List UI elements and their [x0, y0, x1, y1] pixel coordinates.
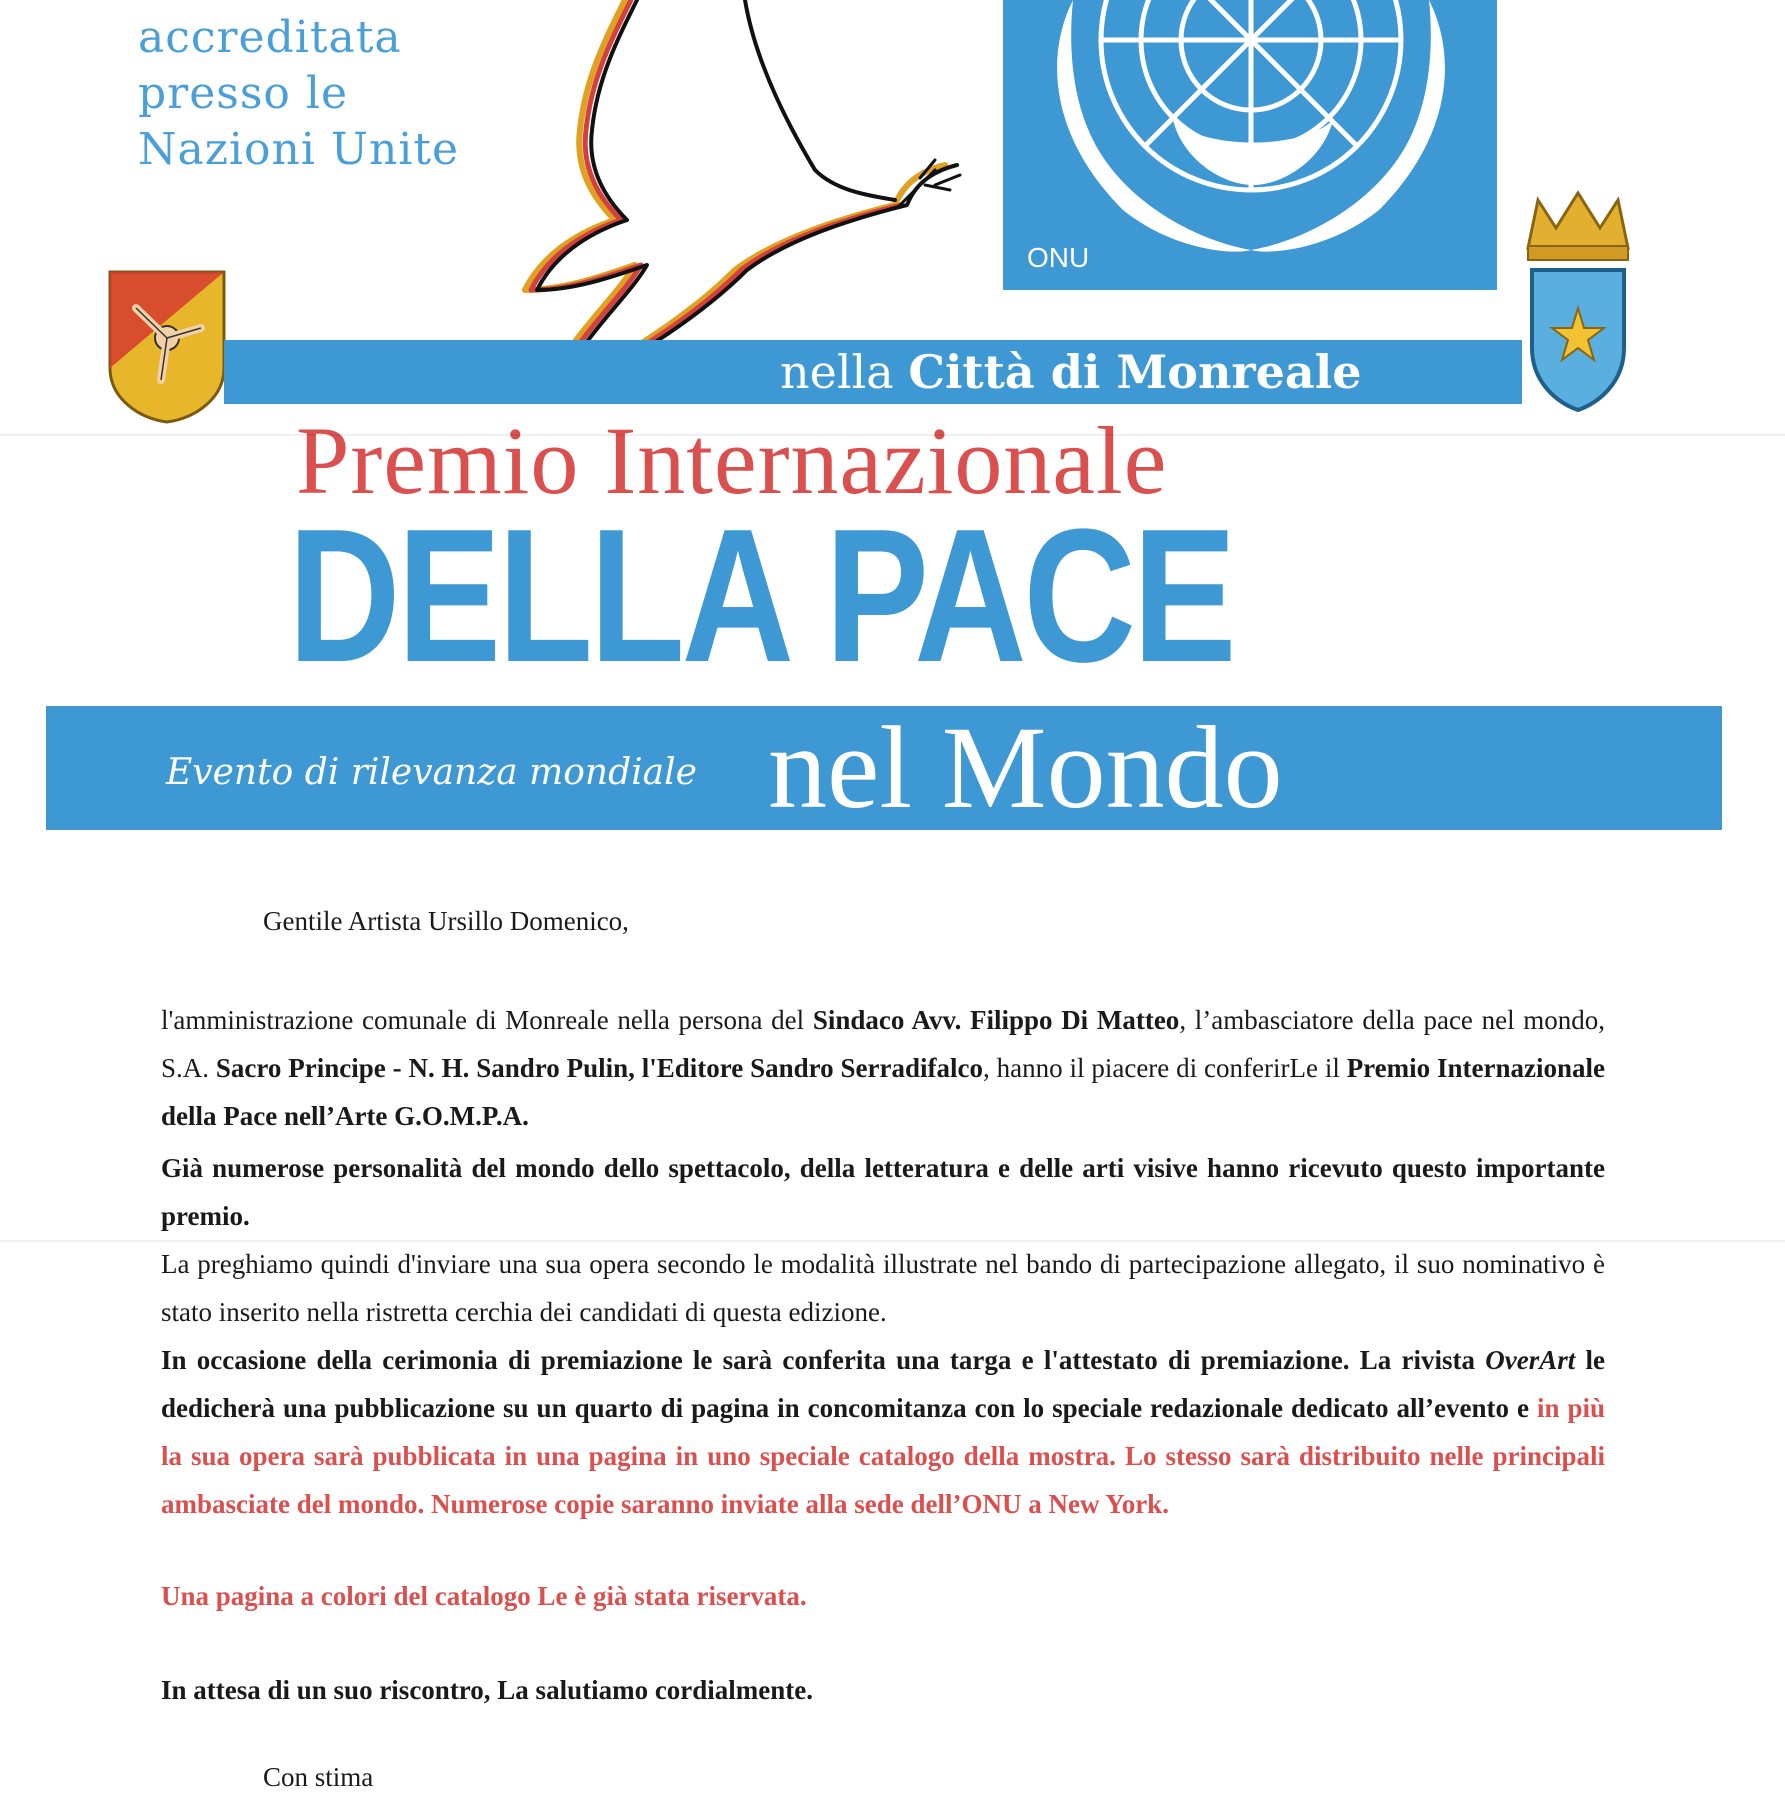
letter-paragraph-5: Una pagina a colori del catalogo Le è già stata riservata.: [161, 1581, 807, 1611]
accreditation-line-1: accreditata: [138, 12, 402, 63]
city-heading: [780, 340, 1361, 404]
p1-mayor: Sindaco Avv. Filippo Di Matteo: [812, 1005, 1180, 1035]
letter-closing: In attesa di un suo riscontro, La salutiamo cordialmente.: [161, 1675, 814, 1705]
city-name: Città di Monreale: [908, 345, 1362, 399]
p1-text-e: , hanno il piacere di conferirLe il: [983, 1053, 1347, 1083]
letter-paragraph-3: La preghiamo quindi d'inviare una sua opera secondo le modalità illustrate nel bando di partecipazione allegato, il suo nominativo è stato inserito nella ristretta cerchia dei candidati di questa edizione.: [161, 1249, 1605, 1327]
paper-fold-top: [0, 434, 1785, 436]
premio-title: Premio Internazionale: [296, 407, 1168, 514]
p1-text-c: , l’ambasciatore della pace nel mondo, S.A.: [161, 1005, 1605, 1083]
sicily-coat-of-arms-icon: [106, 268, 228, 424]
monreale-crest-icon: [1518, 188, 1638, 418]
accreditation-line-2: presso le: [138, 68, 348, 119]
nel-mondo-title: nel Mondo: [768, 702, 1283, 833]
p4-text-a: In occasione della cerimonia di premiazione le sarà conferita una targa e l'attestato di premiazione. La rivista: [161, 1345, 1486, 1375]
p4-magazine-name: OverArt: [1485, 1345, 1576, 1375]
p1-text-a: l'amministrazione comunale di Monreale nella persona del: [161, 1005, 813, 1035]
letter-sign-off: Con stima: [263, 1762, 374, 1792]
p1-prize-name: Premio Internazionale della Pace nell’Arte G.O.M.P.A.: [161, 1053, 1606, 1131]
accreditation-text: [138, 10, 459, 178]
p4-catalog-note: in più la sua opera sarà pubblicata in una pagina in uno speciale catalogo della mostra. Lo stesso sarà distribuito nelle principali ambasciate del mondo. Numerose copie saranno inviate alla sede dell’ONU a New York.: [161, 1393, 1605, 1519]
p4-text-c: le dedicherà una pubblicazione su un quarto di pagina in concomitanza con lo speciale redazionale dedicato all’evento e: [161, 1345, 1605, 1423]
p1-prince-editor: Sacro Principe - N. H. Sandro Pulin, l'Editore Sandro Serradifalco: [215, 1053, 984, 1083]
un-emblem: [1003, 0, 1497, 290]
letter-paragraph-4: [161, 1336, 1605, 1528]
accreditation-line-3: Nazioni Unite: [138, 124, 460, 175]
letter-salutation: Gentile Artista Ursillo Domenico,: [263, 906, 629, 936]
letter-paragraph-2: Già numerose personalità del mondo dello spettacolo, della letteratura e delle arti visive hanno ricevuto questo importante premio.: [161, 1153, 1605, 1231]
city-prefix: nella: [780, 345, 894, 399]
evento-tagline: Evento di rilevanza mondiale: [166, 752, 697, 793]
onu-label: ONU: [1027, 242, 1090, 273]
letter-paragraph-1: [161, 996, 1605, 1140]
della-pace-title: DELLA PACE: [288, 490, 1234, 702]
